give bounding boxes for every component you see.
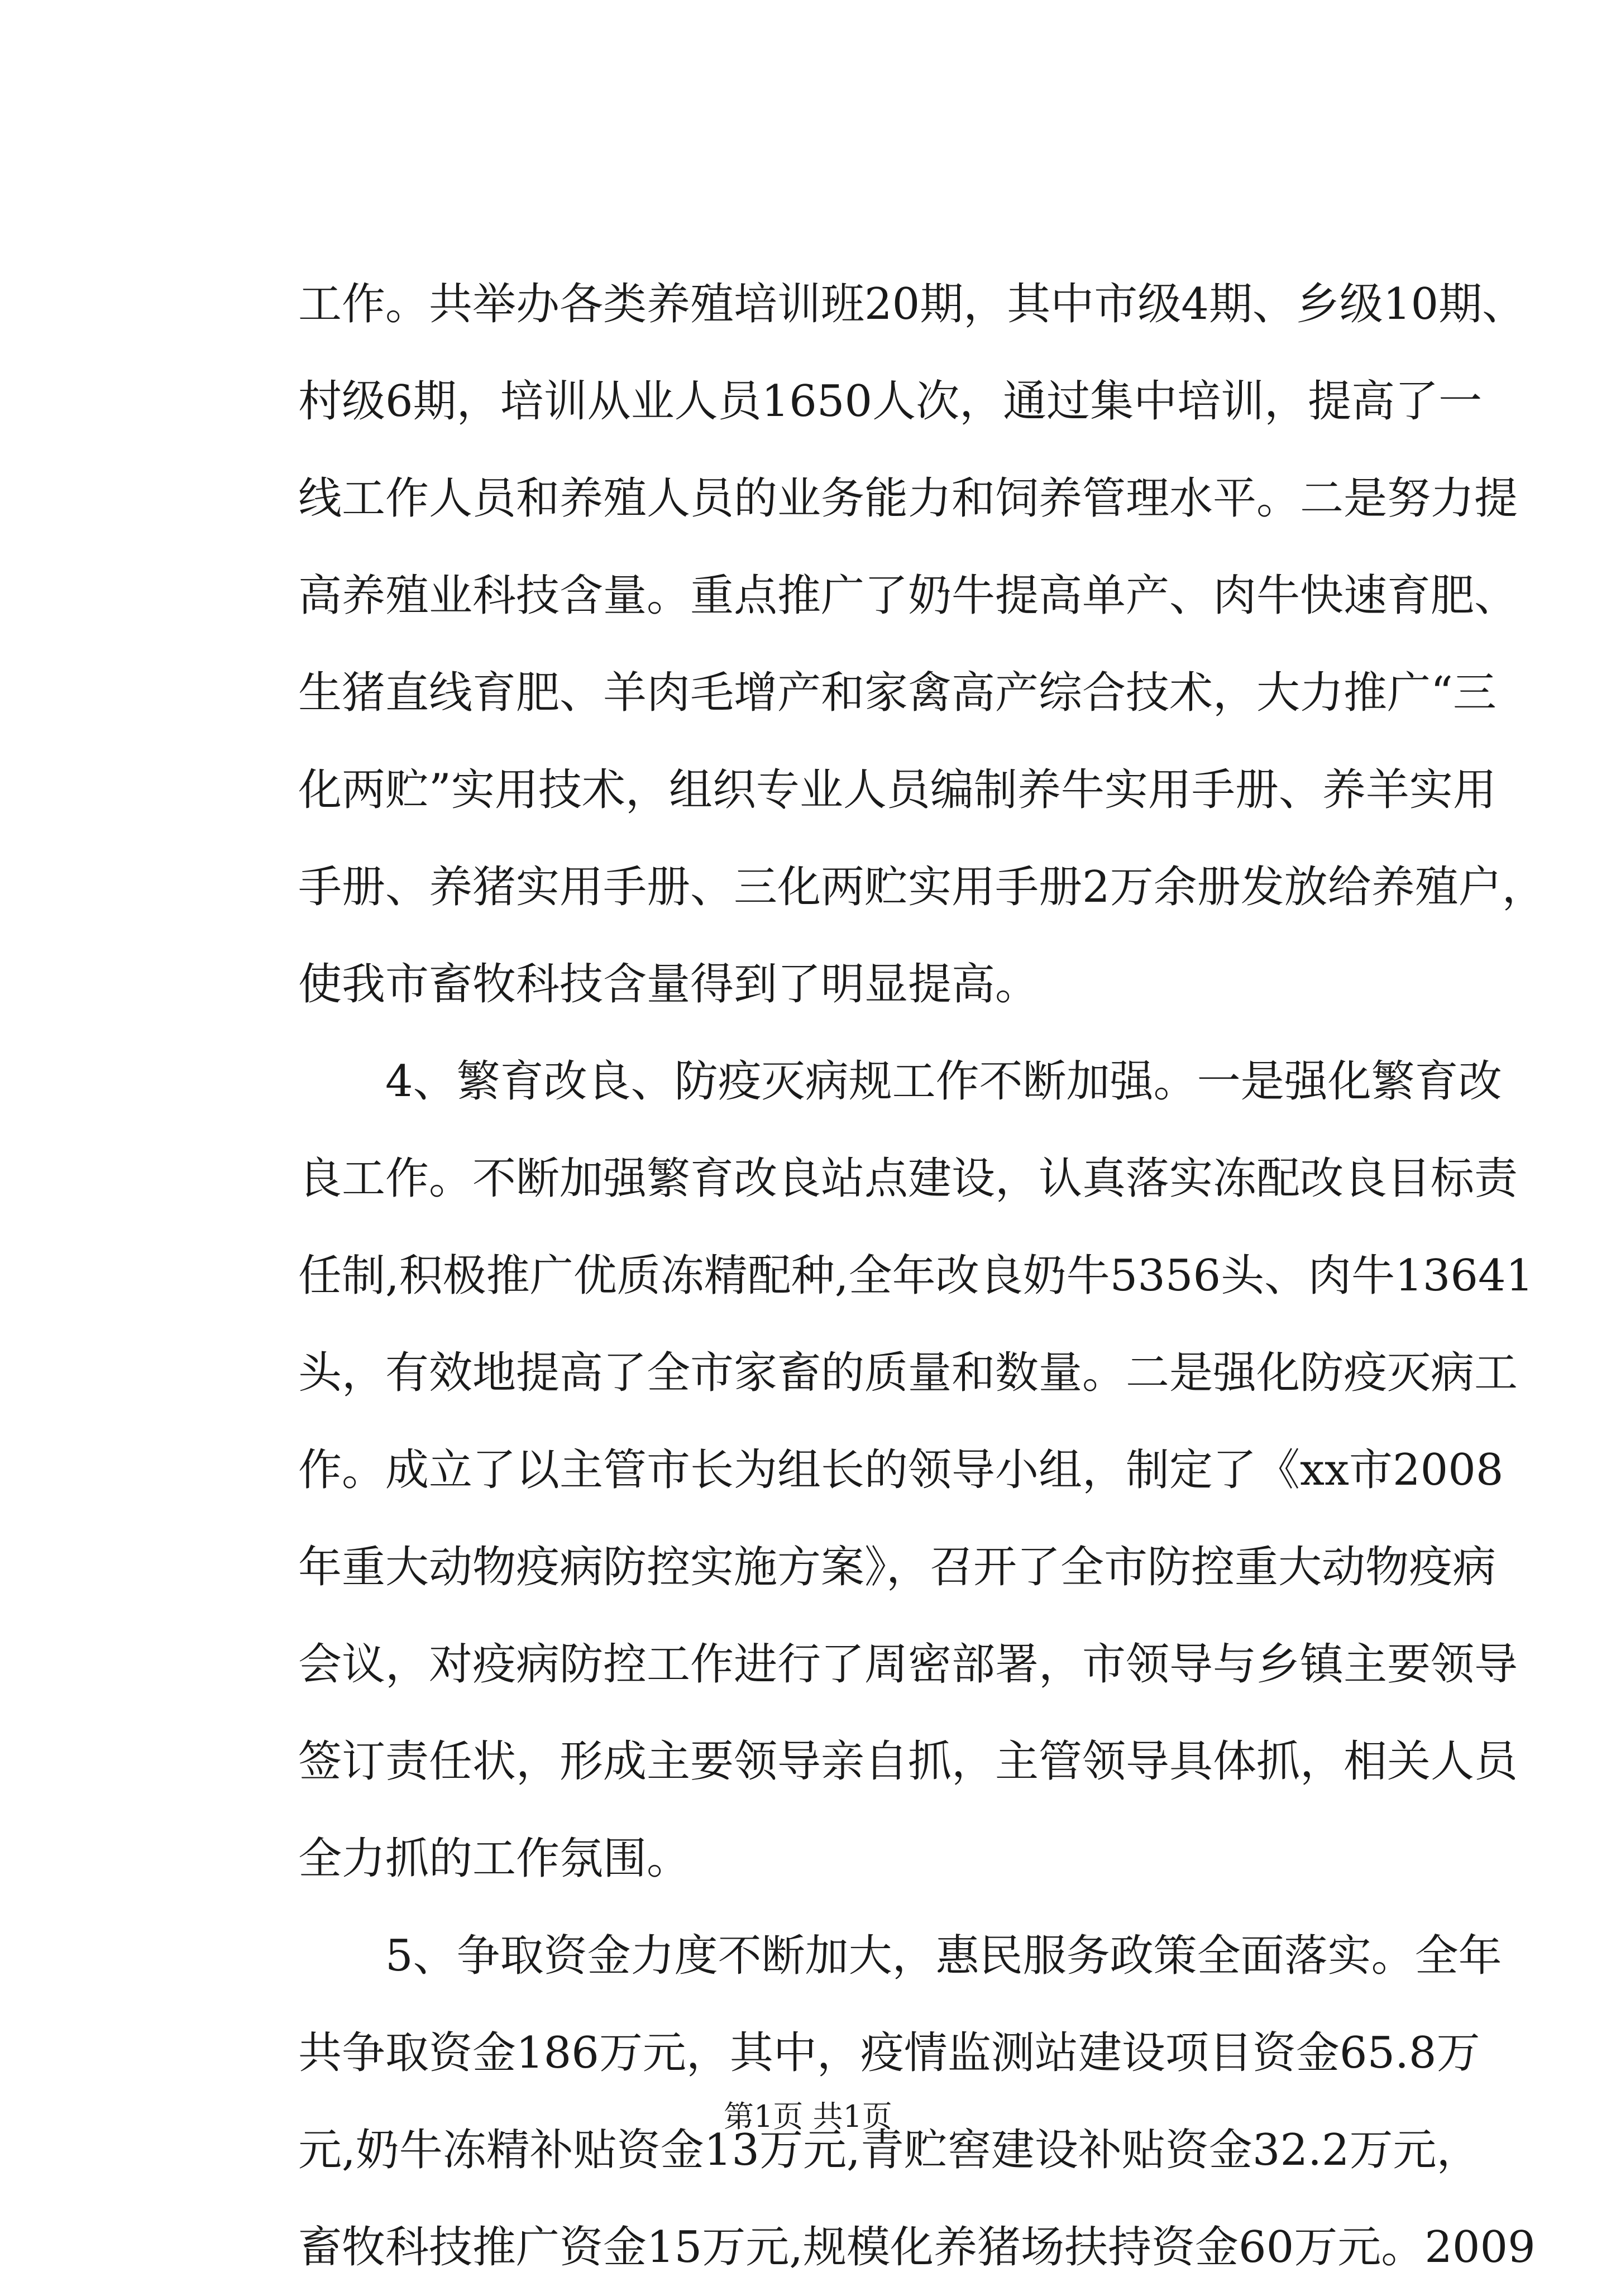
text-line: 元,奶牛冻精补贴资金13万元,青贮窖建设补贴资金32.2万元， — [298, 2125, 1480, 2175]
paragraph-first-line: 4、繁育改良、防疫灭病规工作不断加强。一是强化繁育改 — [385, 1056, 1502, 1107]
text-line: 签订责任状，形成主要领导亲自抓，主管领导具体抓，相关人员 — [298, 1737, 1518, 1787]
text-line: 畜牧科技推广资金15万元,规模化养猪场扶持资金60万元。2009 — [298, 2222, 1536, 2273]
text-line: 手册、养猪实用手册、三化两贮实用手册2万余册发放给养殖户， — [298, 862, 1546, 912]
text-line: 村级6期，培训从业人员1650人次，通过集中培训，提高了一 — [298, 376, 1483, 427]
text-line: 头，有效地提高了全市家畜的质量和数量。二是强化防疫灭病工 — [298, 1348, 1518, 1398]
text-line: 化两贮”实用技术，组织专业人员编制养牛实用手册、养羊实用 — [298, 765, 1497, 815]
text-line: 共争取资金186万元，其中，疫情监测站建设项目资金65.8万 — [298, 2028, 1480, 2078]
text-line: 高养殖业科技含量。重点推广了奶牛提高单产、肉牛快速育肥、 — [298, 571, 1518, 621]
text-line: 使我市畜牧科技含量得到了明显提高。 — [298, 959, 1039, 1010]
text-line: 全力抓的工作氛围。 — [298, 1834, 691, 1884]
body-text — [298, 256, 1546, 2296]
page-footer: 第1页 共1页 — [724, 2099, 892, 2134]
paragraph-first-line: 5、争取资金力度不断加大，惠民服务政策全面落实。全年 — [385, 1931, 1502, 1981]
text-line: 良工作。不断加强繁育改良站点建设，认真落实冻配改良目标责 — [298, 1154, 1518, 1204]
text-line: 会议，对疫病防控工作进行了周密部署，市领导与乡镇主要领导 — [298, 1639, 1518, 1690]
text-line: 年重大动物疫病防控实施方案》，召开了全市防控重大动物疫病 — [298, 1542, 1497, 1592]
text-line: 工作。共举办各类养殖培训班20期，其中市级4期、乡级10期、 — [298, 279, 1526, 329]
text-line: 生猪直线育肥、羊肉毛增产和家禽高产综合技术，大力推广“三 — [298, 668, 1497, 718]
text-line: 线工作人员和养殖人员的业务能力和饲养管理水平。二是努力提 — [298, 473, 1518, 524]
text-line: 任制,积极推广优质冻精配种,全年改良奶牛5356头、肉牛13641 — [298, 1251, 1534, 1301]
text-line: 作。成立了以主管市长为组长的领导小组，制定了《xx市2008 — [298, 1445, 1504, 1495]
